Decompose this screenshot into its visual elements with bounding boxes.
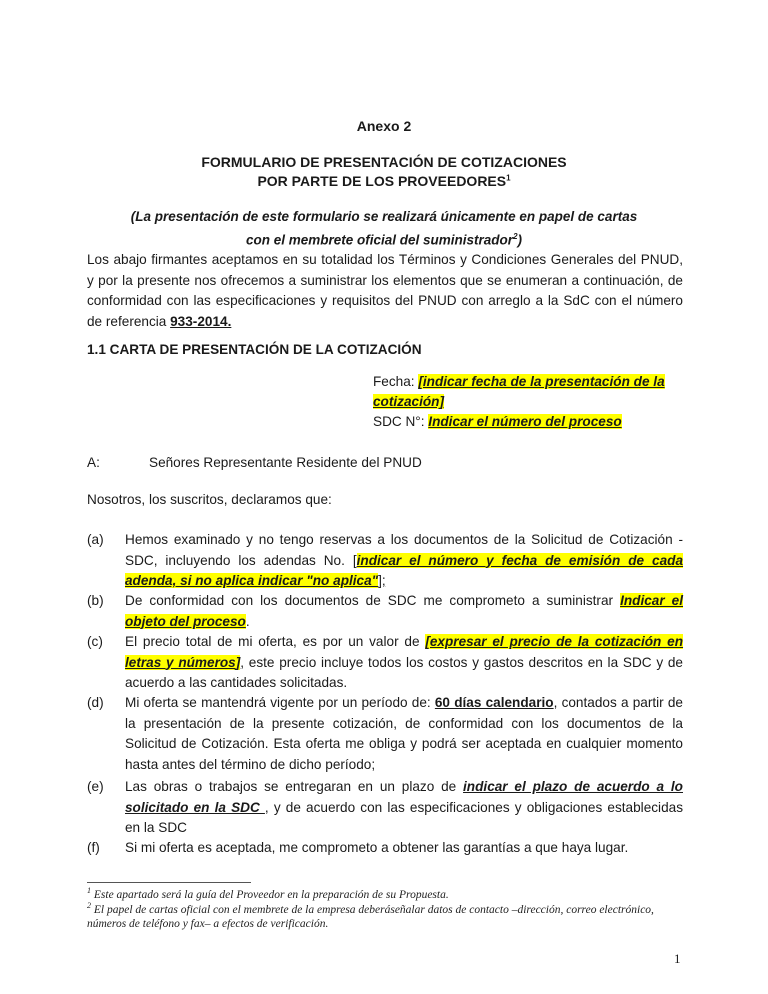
item-label: (a) [87, 532, 104, 547]
adenda-placeholder[interactable]: indicar el número y fecha de emisión de cada adenda, si no aplica indicar "no aplica" [125, 552, 684, 588]
subtitle-close: ) [517, 232, 523, 248]
list-item-b [87, 591, 683, 632]
item-post: , contados a partir de la presentación de la presente cotización, de conformidad con los documentos de la Solicitud de Cotización. Esta oferta me obliga y podrá ser aceptada en cualquier momento hasta antes del término de dicho período; [125, 695, 683, 772]
item-text [125, 632, 683, 694]
form-title-line2 [0, 173, 768, 189]
form-subtitle [0, 207, 768, 251]
item-post: ]; [378, 573, 386, 588]
item-label: (d) [87, 695, 104, 710]
item-text [125, 693, 683, 775]
item-label: (e) [87, 779, 104, 794]
footnote-separator [87, 882, 251, 883]
fecha-placeholder[interactable]: [indicar fecha de la presentación de la cotización] [373, 374, 665, 409]
page-number: 1 [674, 951, 681, 966]
item-pre: El precio total de mi oferta, es por un valor de [125, 634, 426, 649]
item-post: , y de acuerdo con las especificaciones y obligaciones establecidas en la SDC [125, 799, 683, 835]
item-label: (c) [87, 634, 103, 649]
form-title-text: POR PARTE DE LOS PROVEEDORES [257, 173, 507, 189]
fecha-line [373, 372, 673, 412]
annex-label: Anexo 2 [356, 118, 412, 134]
footnote-ref-2[interactable]: 2 [513, 232, 518, 241]
price-placeholder[interactable]: [expresar el precio de la cotización en letras y números] [125, 634, 684, 670]
addressee-line [87, 455, 422, 470]
item-text [125, 777, 683, 839]
item-pre: Las obras o trabajos se entregaran en un plazo de [125, 779, 464, 794]
date-and-sdc-block [373, 372, 673, 432]
footnote-2 [87, 899, 687, 932]
list-item-a [87, 530, 683, 592]
item-post: , este precio incluye todos los costos y gastos descritos en la SDC y de acuerdo a las cantidades solicitadas. [125, 654, 683, 690]
sdc-number-placeholder[interactable]: Indicar el número del proceso [428, 414, 622, 429]
item-text [125, 530, 683, 592]
deadline-placeholder[interactable]: indicar el plazo de acuerdo a lo solicitado en la SDC [125, 779, 683, 815]
item-label: (f) [87, 840, 100, 855]
list-item-c [87, 632, 683, 694]
object-placeholder[interactable]: Indicar el objeto del proceso [125, 593, 683, 629]
item-text: Si mi oferta es aceptada, me comprometo a obtener las garantías a que haya lugar. [125, 840, 629, 855]
subtitle-line2-text: con el membrete oficial del suministrador [245, 232, 514, 248]
footnote-ref-1[interactable]: 1 [506, 173, 511, 183]
footnote-number: 1 [87, 886, 91, 895]
list-item-d [87, 693, 683, 775]
section-heading: 1.1 CARTA DE PRESENTACIÓN DE LA COTIZACIÓN [87, 342, 422, 357]
sdc-line [373, 412, 673, 432]
list-item-f [87, 838, 683, 859]
declaration-line: Nosotros, los suscritos, declaramos que: [87, 492, 332, 507]
intro-text: Los abajo firmantes aceptamos en su totalidad los Términos y Condiciones Generales del PNUD, y por la presente nos ofrecemos a suministrar los elementos que se enumeran a continuación, de conformidad con las especificaciones y requisitos del PNUD con arreglo a la SdC con el número de referencia [87, 252, 683, 329]
footnote-number: 2 [87, 901, 91, 910]
item-pre: Mi oferta se mantendrá vigente por un período de: [125, 695, 435, 710]
item-pre: Hemos examinado y no tengo reservas a los documentos de la Solicitud de Cotización - SDC, incluyendo los adendas No. [ [125, 532, 683, 568]
subtitle-line1: (La presentación de este formulario se realizará únicamente en papel de cartas [130, 209, 638, 224]
addressee-value: Señores Representante Residente del PNUD [149, 455, 422, 470]
item-post: . [245, 613, 250, 629]
sdc-label: SDC N°: [373, 414, 429, 429]
list-item-e [87, 777, 683, 839]
footnote-text: El papel de cartas oficial con el membrete de la empresa deberáseñalar datos de contacto –dirección, correo electrónico, números de teléfono y fax– a efectos de verificación. [87, 903, 654, 931]
reference-number: 933-2014. [170, 313, 232, 329]
item-text [125, 591, 683, 632]
form-title-line1: FORMULARIO DE PRESENTACIÓN DE COTIZACIONES [201, 154, 567, 170]
fecha-label: Fecha: [373, 374, 419, 389]
item-label: (b) [87, 593, 104, 608]
item-pre: De conformidad con los documentos de SDC me comprometo a suministrar [125, 593, 621, 608]
addressee-label: A: [87, 455, 100, 470]
footnote-text: Este apartado será la guía del Proveedor en la preparación de su Propuesta. [91, 888, 449, 901]
intro-paragraph [87, 250, 683, 332]
subtitle-line2 [0, 227, 768, 251]
validity-period: 60 días calendario [434, 695, 554, 710]
